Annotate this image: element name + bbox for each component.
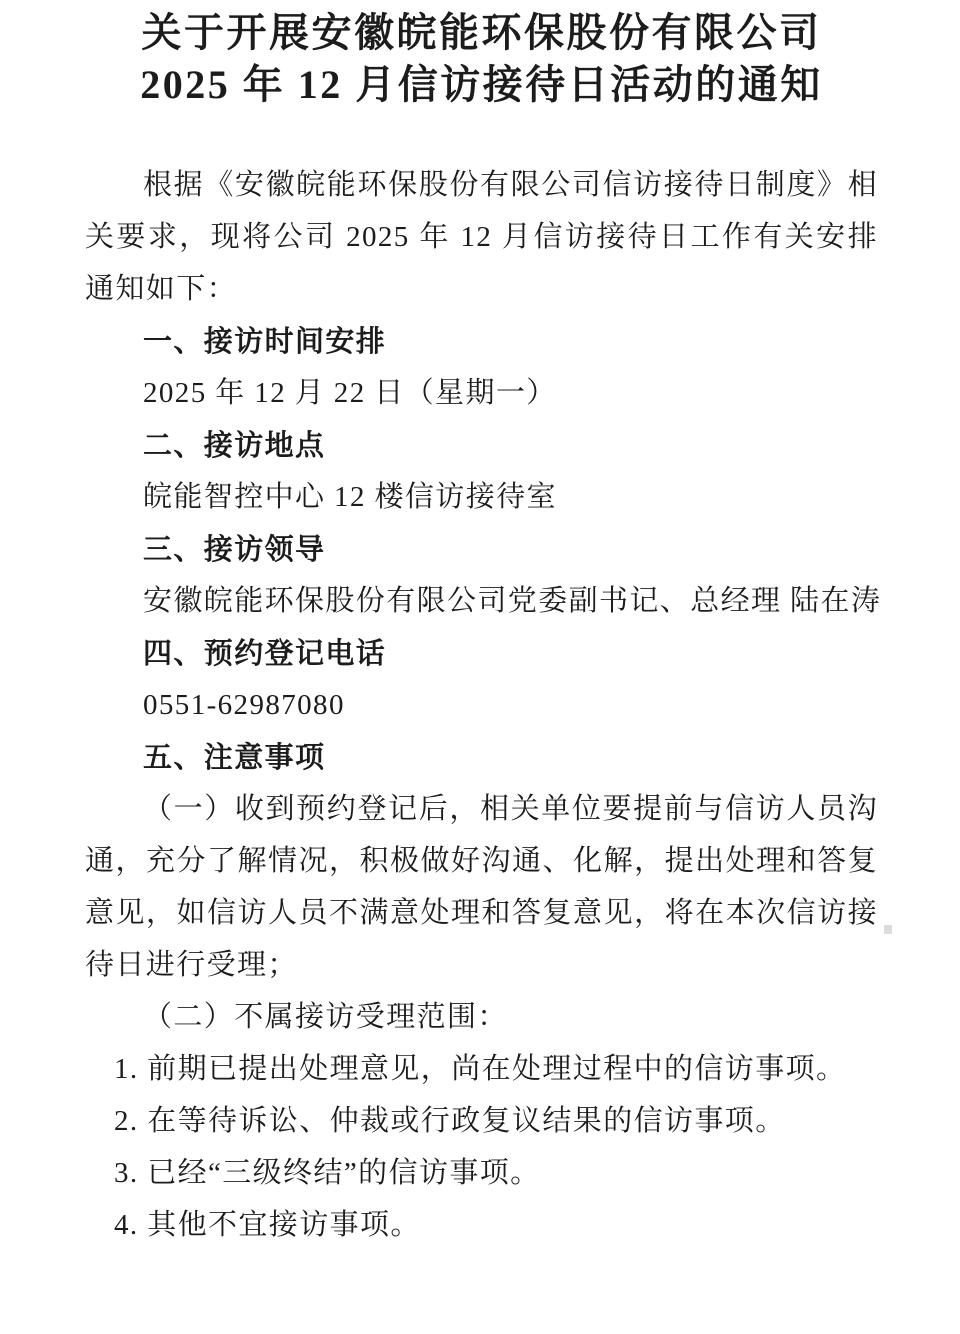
notes-paragraph-2: （二）不属接访受理范围： [143, 1001, 508, 1033]
document-title [85, 7, 878, 111]
scan-artifact [884, 925, 892, 934]
section-2-body-location: 皖能智控中心 12 楼信访接待室 [143, 481, 557, 513]
notes-item-2: 2. 在等待诉讼、仲裁或行政复议结果的信访事项。 [114, 1105, 786, 1137]
notes-item-1: 1. 前期已提出处理意见，尚在处理过程中的信访事项。 [114, 1053, 847, 1085]
notes-item-4: 4. 其他不宜接访事项。 [114, 1209, 421, 1241]
intro-paragraph: 根据《安徽皖能环保股份有限公司信访接待日制度》相关要求，现将公司 2025 年 12 月信访接待日工作有关安排通知如下： [85, 169, 878, 305]
section-4-body-phone: 0551-62987080 [143, 689, 345, 721]
section-3-heading: 三、接访领导 [143, 532, 326, 566]
section-1-heading: 一、接访时间安排 [143, 324, 387, 358]
title-line-2: 2025 年 12 月信访接待日活动的通知 [140, 62, 823, 107]
section-3-body-leader: 安徽皖能环保股份有限公司党委副书记、总经理 陆在涛 [143, 585, 882, 617]
section-5-heading: 五、注意事项 [143, 740, 326, 774]
section-4-heading: 四、预约登记电话 [143, 636, 387, 670]
section-2-heading: 二、接访地点 [143, 428, 326, 462]
section-1-body-date: 2025 年 12 月 22 日（星期一） [143, 377, 557, 409]
notes-item-3: 3. 已经“三级终结”的信访事项。 [114, 1157, 541, 1189]
title-line-1: 关于开展安徽皖能环保股份有限公司 [141, 10, 822, 55]
notes-paragraph-1: （一）收到预约登记后，相关单位要提前与信访人员沟通，充分了解情况，积极做好沟通、化解，提出处理和答复意见，如信访人员不满意处理和答复意见，将在本次信访接待日进行受理； [85, 793, 878, 981]
